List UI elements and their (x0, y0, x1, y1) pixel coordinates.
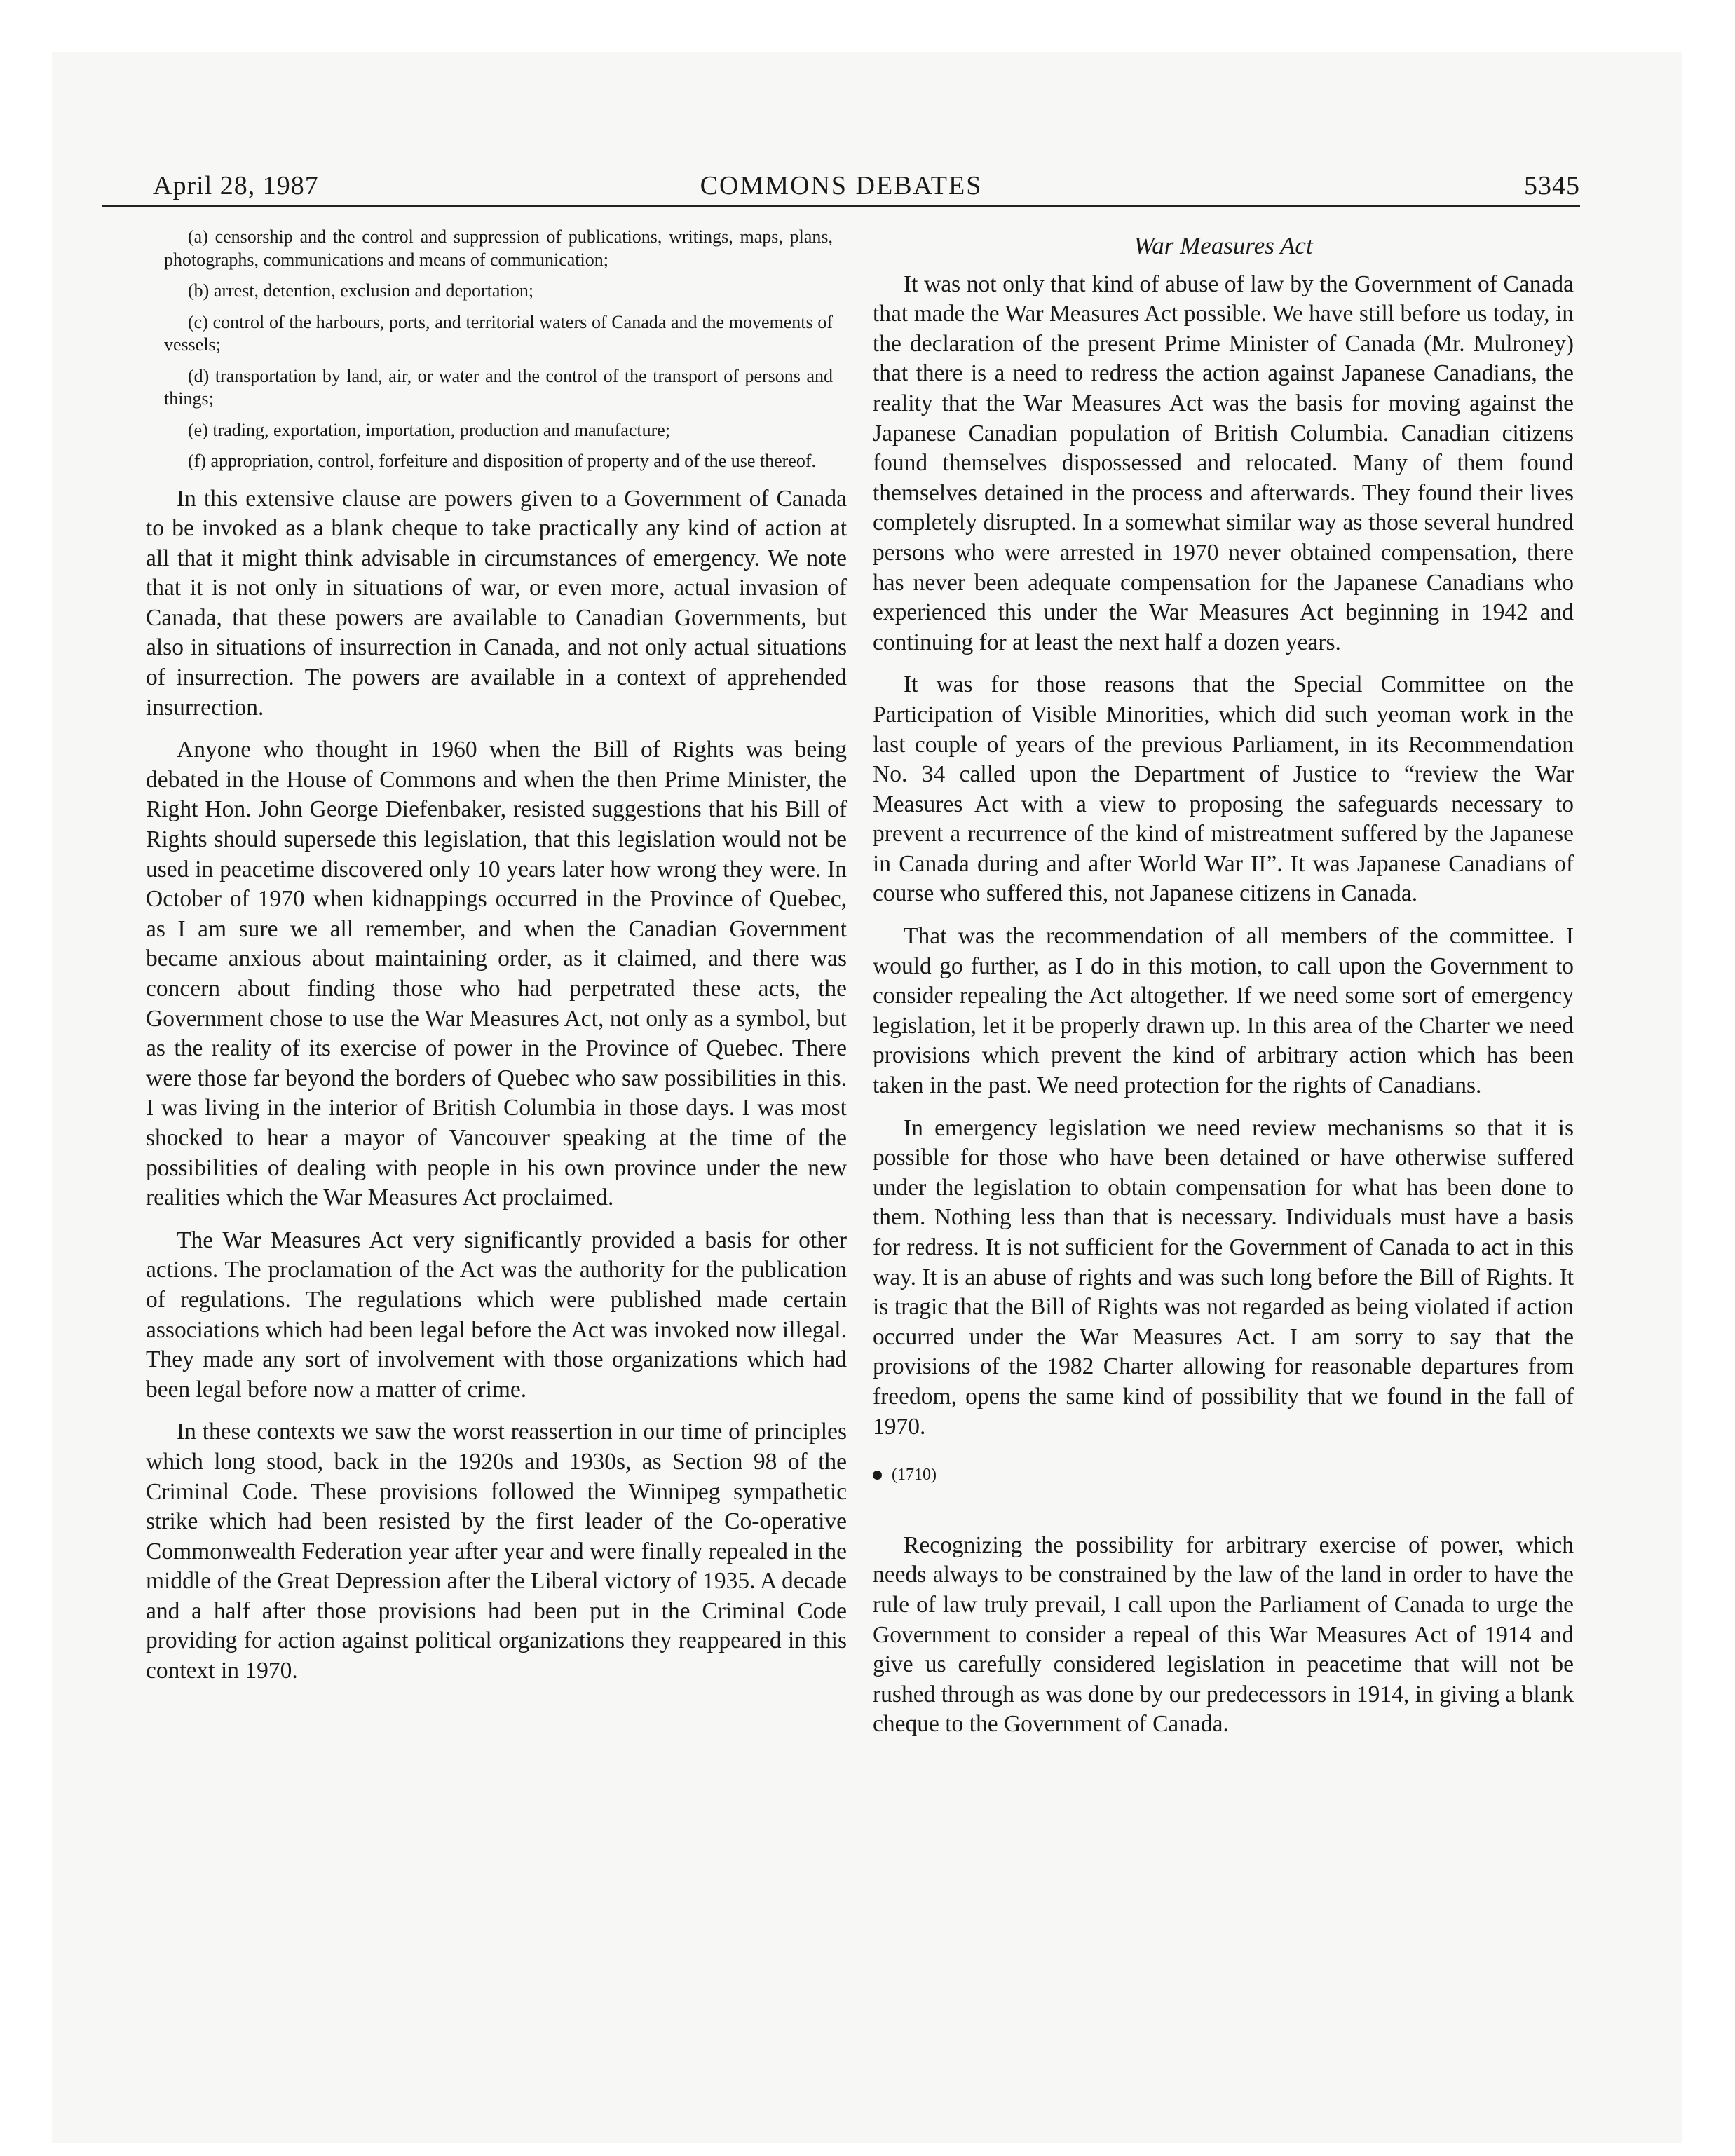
header-title: COMMONS DEBATES (700, 171, 983, 200)
header-page-number: 5345 (1524, 171, 1580, 200)
body-paragraph: In emergency legislation we need review mechanisms so that it is possible for those who have been detained or have otherwise suffered under the legislation to obtain compensation for what has been done to them. Nothing less than that is necessary. Individuals must have a basis for redress. It is not sufficient for the Government of Canada to act in this way. It is an abuse of rights and was such long before the Bill of Rights. It is tragic that the Bill of Rights was not regarded as being violated if action occurred under the War Measures Act. I am sorry to say that the provisions of the 1982 Charter allowing for reasonable departures from freedom, opens the same kind of possibility that we found in the fall of 1970. (873, 1114, 1574, 1440)
statute-clause: (e) trading, exportation, importation, production and manufacture; (188, 419, 671, 440)
body-paragraph: In these contexts we saw the worst reassertion in our time of principles which long stood, back in the 1920s and 1930s, as Section 98 of the Criminal Code. These provisions followed the Winnipeg sympathetic strike which had been resisted by the first leader of the Co-operative Commonwealth Federation year after year and were finally repealed in the middle of the Great Depression after the Liberal victory of 1935. A decade and a half after those provisions had been put in the Criminal Code providing for action against political organizations they reappeared in this context in 1970. (146, 1419, 847, 1684)
body-paragraph: Anyone who thought in 1960 when the Bill of Rights was being debated in the House of Commons and when the then Prime Minister, the Right Hon. John George Diefenbaker, resisted suggestions that his Bill of Rights should supersede this legislation, that this legislation would not be used in peacetime discovered only 10 years later how wrong they were. In October of 1970 when kidnappings occurred in the Province of Quebec, as I am sure we all remember, and when the Canadian Government became anxious about maintaining order, as it claimed, and there was concern about finding those who had perpetrated these acts, the Government chose to use the War Measures Act, not only as a symbol, but as the reality of its exercise of power in the Province of Quebec. There were those far beyond the borders of Quebec who saw possibilities in this. I was living in the interior of British Columbia in those days. I was most shocked to hear a mayor of Vancouver speaking at the time of the possibilities of dealing with people in his own province under the new realities which the War Measures Act proclaimed. (146, 737, 847, 1211)
statute-clause: (f) appropriation, control, forfeiture and disposition of property and of the use thereof. (188, 451, 816, 471)
page-header (102, 123, 1580, 207)
body-paragraph: It was not only that kind of abuse of law by the Government of Canada that made the War Measures Act possible. We have still before us today, in the declaration of the present Prime Minister of Canada (Mr. Mulroney) that there is a need to redress the action against Japanese Canadians, the reality that the War Measures Act was the basis for moving against the Japanese Canadian population of British Columbia. Canadian citizens found themselves dispossessed and relocated. Many of them found themselves detained in the process and afterwards. They found their lives completely disrupted. In a somewhat similar way as those several hundred persons who were arrested in 1970 never obtained compensation, there has never been adequate compensation for the Japanese Canadians who experienced this under the War Measures Act beginning in 1942 and continuing for at least the next half a dozen years. (873, 271, 1574, 655)
header-date: April 28, 1987 (153, 171, 319, 200)
statute-clause: (a) censorship and the control and suppression of publications, writings, maps, plans, photographs, communications and means of communication; (164, 226, 833, 270)
header-rule (102, 205, 1580, 207)
body-paragraph: The War Measures Act very significantly provided a basis for other actions. The proclamation of the Act was the authority for the publication of regulations. The regulations which were published made certain associations which had been legal before the Act was invoked now illegal. They made any sort of involvement with those organizations which had been legal before now a matter of crime. (146, 1227, 847, 1403)
statute-clause: (b) arrest, detention, exclusion and deportation; (188, 280, 534, 301)
section-heading: War Measures Act (1134, 232, 1313, 259)
statute-clause: (d) transportation by land, air, or water and the control of the transport of persons and things; (164, 365, 833, 409)
body-paragraph: It was for those reasons that the Special Committee on the Participation of Visible Minorities, which did such yeoman work in the last couple of years of the previous Parliament, in its Recommendation No. 34 called upon the Department of Justice to “review the War Measures Act with a view to proposing the safeguards necessary to prevent a recurrence of the kind of mistreatment suffered by the Japanese in Canada during and after World War II”. It was Japanese Canadians of course who suffered this, not Japanese citizens in Canada. (873, 671, 1574, 907)
left-column (146, 226, 847, 1699)
body-paragraph: In this extensive clause are powers given to a Government of Canada to be invoked as a blank cheque to take practically any kind of action at all that it might think advisable in circumstances of emergency. We note that it is not only in situations of war, or even more, actual invasion of Canada, that these powers are available to Canadian Governments, but also in situations of insurrection in Canada, and not only actual situations of insurrection. The powers are available in a context of apprehended insurrection. (146, 485, 847, 721)
statute-clause: (c) control of the harbours, ports, and territorial waters of Canada and the movements of vessels; (164, 311, 833, 355)
body-paragraph: That was the recommendation of all members of the committee. I would go further, as I do in this motion, to call upon the Government to consider repealing the Act altogether. If we need some sort of emergency legislation, let it be properly drawn up. In this area of the Charter we need provisions which prevent the kind of arbitrary action which has been taken in the past. We need protection for the rights of Canadians. (873, 923, 1574, 1099)
statute-clauses (146, 226, 847, 473)
right-column (873, 226, 1574, 1752)
bullet-icon (873, 1471, 882, 1480)
time-marker-label: (1710) (892, 1466, 937, 1485)
closing-paragraph: Recognizing the possibility for arbitrary exercise of power, which needs always to be constrained by the law of the land in order to have the rule of law truly prevail, I call upon the Parliament of Canada to urge the Government to consider a repeal of this War Measures Act of 1914 and give us carefully considered legislation in peacetime that will not be rushed through as was done by our predecessors in 1914, in giving a blank cheque to the Government of Canada. (873, 1531, 1574, 1738)
time-marker (873, 1460, 1574, 1490)
